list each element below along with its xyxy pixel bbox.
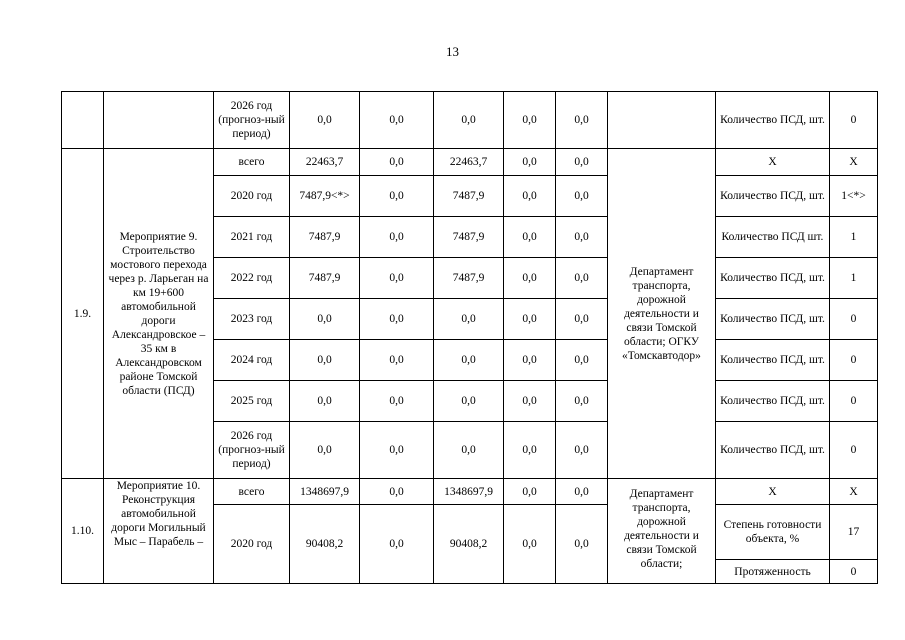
regional-cell: 90408,2 [434,505,504,584]
indicator-value-cell: Х [830,149,878,176]
indicator-value-cell: 0 [830,299,878,340]
local-cell: 0,0 [504,176,556,217]
total-cell: 0,0 [290,92,360,149]
regional-cell: 7487,9 [434,258,504,299]
page-number: 13 [446,44,459,59]
regional-cell: 7487,9 [434,217,504,258]
other-cell: 0,0 [556,258,608,299]
year-cell: 2025 год [214,381,290,422]
other-cell: 0,0 [556,340,608,381]
indicator-value-cell: 0 [830,92,878,149]
indicator-cell: Количество ПСД, шт. [716,176,830,217]
regional-cell: 0,0 [434,422,504,479]
regional-cell: 7487,9 [434,176,504,217]
federal-cell: 0,0 [360,299,434,340]
executor-cell [608,92,716,149]
indicator-value-cell: 1<*> [830,176,878,217]
other-cell: 0,0 [556,505,608,584]
other-cell: 0,0 [556,149,608,176]
federal-cell: 0,0 [360,422,434,479]
regional-cell: 0,0 [434,381,504,422]
federal-cell: 0,0 [360,479,434,505]
indicator-cell: Количество ПСД, шт. [716,92,830,149]
table-row [62,149,878,176]
local-cell: 0,0 [504,299,556,340]
item-title: Мероприятие 10. Реконструкция автомобильной дороги Могильный Мыс – Парабель – [104,479,214,584]
regional-cell: 0,0 [434,340,504,381]
total-cell: 7487,9<*> [290,176,360,217]
other-cell: 0,0 [556,92,608,149]
regional-cell: 0,0 [434,299,504,340]
total-cell: 1348697,9 [290,479,360,505]
total-cell: 0,0 [290,340,360,381]
year-cell: 2026 год (прогноз-ный период) [214,422,290,479]
year-cell: 2024 год [214,340,290,381]
item-executor: Департамент транспорта, дорожной деятельности и связи Томской области; ОГКУ «Томскавтодор» [608,149,716,479]
year-cell: 2022 год [214,258,290,299]
regional-cell: 22463,7 [434,149,504,176]
other-cell: 0,0 [556,381,608,422]
item-title: Мероприятие 9. Строительство мостового перехода через р. Ларьеган на км 19+600 автомобильной дороги Александровское – 35 км в Александровском районе Томской области (ПСД) [104,149,214,479]
indicator-cell: Количество ПСД, шт. [716,299,830,340]
indicator-value-cell: 1 [830,258,878,299]
indicator-cell: Количество ПСД, шт. [716,340,830,381]
total-cell: 0,0 [290,381,360,422]
other-cell: 0,0 [556,422,608,479]
title-cell [104,92,214,149]
other-cell: 0,0 [556,217,608,258]
total-cell: 90408,2 [290,505,360,584]
total-cell: 22463,7 [290,149,360,176]
year-cell: всего [214,479,290,505]
local-cell: 0,0 [504,258,556,299]
item-number: 1.10. [62,479,104,584]
indicator-cell: Количество ПСД, шт. [716,381,830,422]
indicator-cell: Х [716,479,830,505]
total-cell: 7487,9 [290,258,360,299]
indicator-value-cell: 0 [830,340,878,381]
federal-cell: 0,0 [360,340,434,381]
total-cell: 7487,9 [290,217,360,258]
regional-cell: 1348697,9 [434,479,504,505]
year-cell: 2020 год [214,505,290,584]
total-cell: 0,0 [290,422,360,479]
federal-cell: 0,0 [360,258,434,299]
indicator-value-cell: 0 [830,422,878,479]
year-cell: всего [214,149,290,176]
indicator-cell: Количество ПСД, шт. [716,422,830,479]
indicator-cell: Степень готовности объекта, % [716,505,830,560]
local-cell: 0,0 [504,505,556,584]
indicator-value-cell: 0 [830,560,878,584]
table-row [62,479,878,505]
indicator-cell: Количество ПСД, шт. [716,258,830,299]
item-number: 1.9. [62,149,104,479]
program-table [61,91,878,584]
year-cell: 2026 год (прогноз-ный период) [214,92,290,149]
federal-cell: 0,0 [360,149,434,176]
indicator-value-cell: 17 [830,505,878,560]
federal-cell: 0,0 [360,505,434,584]
indicator-value-cell: 1 [830,217,878,258]
local-cell: 0,0 [504,217,556,258]
other-cell: 0,0 [556,176,608,217]
federal-cell: 0,0 [360,176,434,217]
local-cell: 0,0 [504,422,556,479]
indicator-cell: Протяженность [716,560,830,584]
year-cell: 2023 год [214,299,290,340]
local-cell: 0,0 [504,381,556,422]
other-cell: 0,0 [556,299,608,340]
other-cell: 0,0 [556,479,608,505]
table-row [62,92,878,149]
total-cell: 0,0 [290,299,360,340]
year-cell: 2021 год [214,217,290,258]
indicator-value-cell: Х [830,479,878,505]
item-executor: Департамент транспорта, дорожной деятельности и связи Томской области; [608,479,716,584]
local-cell: 0,0 [504,340,556,381]
federal-cell: 0,0 [360,381,434,422]
indicator-cell: Х [716,149,830,176]
regional-cell: 0,0 [434,92,504,149]
num-cell [62,92,104,149]
local-cell: 0,0 [504,479,556,505]
local-cell: 0,0 [504,149,556,176]
year-cell: 2020 год [214,176,290,217]
indicator-value-cell: 0 [830,381,878,422]
federal-cell: 0,0 [360,92,434,149]
indicator-cell: Количество ПСД шт. [716,217,830,258]
federal-cell: 0,0 [360,217,434,258]
local-cell: 0,0 [504,92,556,149]
